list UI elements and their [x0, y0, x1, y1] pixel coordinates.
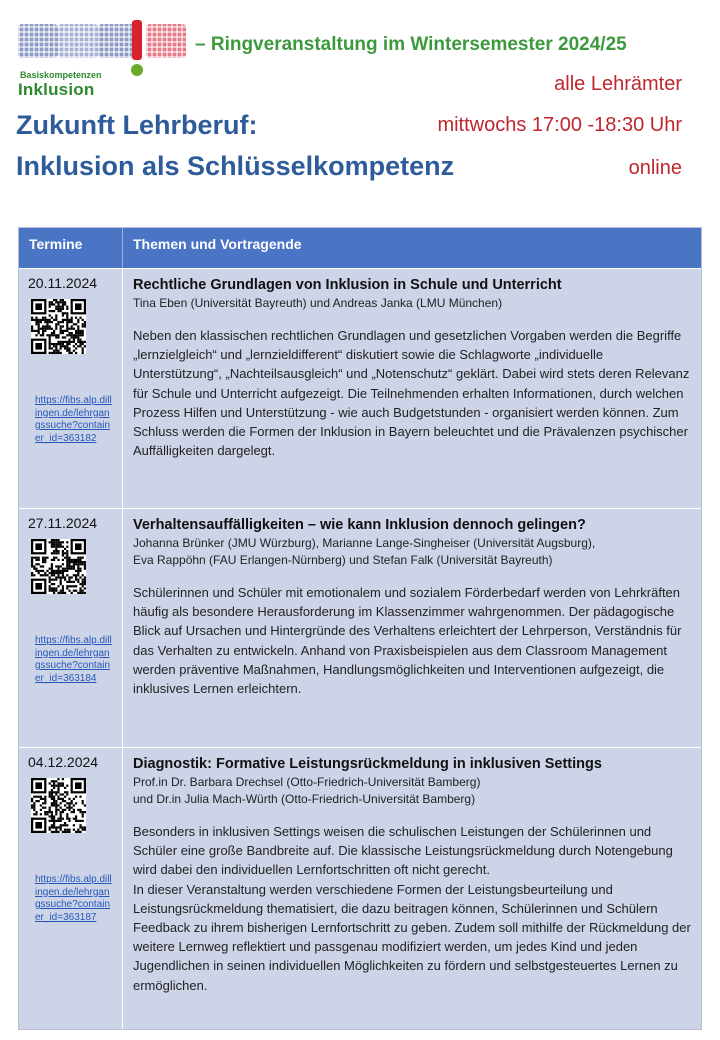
logo-wordmark	[18, 22, 186, 64]
logo-subtitle-inklusion: Inklusion	[18, 80, 95, 99]
description-paragraph: Schülerinnen und Schüler mit emotionalem und sozialem Förderbedarf werden von Lehrkräften häufig als besondere Herausforderung im Klassenzimmer wahrgenommen. Der pädagogische Blick auf Ursachen und Hintergründe des Verhaltens erleichtert der Lehrperson, Verständnis für das Verhalten zu entwickeln. Anhand von Praxisbeispielen aus dem Classroom Management werden präventive Maßnahmen, Handlungsmöglichkeiten und Interventionen aufgezeigt, die inklusives Lernen erleichtern.	[133, 585, 682, 697]
description-paragraph: Besonders in inklusiven Settings weisen die schulischen Leistungen der Schülerinnen und Schüler eine große Bandbreite auf. Die klassische Leistungsrückmeldung durch Notengebung wird dabei den individuellen Lernfortschritten oft nicht gerecht.	[133, 824, 673, 878]
speaker-line: Prof.in Dr. Barbara Drechsel (Otto-Friedrich-Universität Bamberg)	[133, 775, 481, 789]
event-date: 04.12.2024	[28, 754, 99, 770]
date-cell	[19, 269, 123, 508]
qr-code-icon[interactable]	[31, 299, 86, 354]
table-header	[19, 228, 701, 268]
table-row	[19, 508, 701, 747]
series-title: – Ringveranstaltung im Wintersemester 2024/25	[195, 34, 627, 55]
logo-subtitle: Basiskompetenzen	[20, 70, 102, 80]
talk-title: Rechtliche Grundlagen von Inklusion in Schule und Unterricht	[133, 277, 562, 293]
speakers	[133, 774, 691, 808]
registration-link[interactable]: https://fibs.alp.dillingen.de/lehrgangssuche?container_id=363184	[35, 635, 112, 684]
event-date: 20.11.2024	[28, 275, 98, 291]
page-title-line1: Zukunft Lehrberuf:	[16, 110, 258, 140]
speakers	[133, 535, 691, 569]
speaker-line: und Dr.in Julia Mach-Würth (Otto-Friedrich-Universität Bamberg)	[133, 792, 476, 806]
header-termine: Termine	[19, 228, 123, 268]
date-cell	[19, 748, 123, 1029]
date-cell	[19, 509, 123, 747]
description-paragraph: Neben den klassischen rechtlichen Grundlagen und gesetzlichen Vorgaben werden die Begriffe „lernzielgleich“ und „lernzieldifferent“ diskutiert sowie die Schlagworte „individuelle Unterstützung“, „Nachteilsausgleich“ und „Notenschutz“ geklärt. Dabei wird stets deren Relevanz für Schule und Unterricht aufgezeigt. Die Teilnehmenden erhalten Informationen, durch welchen Prozess Hilfen und Unterstützung - wie auch Budgetstunden - organisiert werden können. Zum Schluss werden die Formen der Inklusion in Bayern beleuchtet und die Prävalenzen psychischer Auffälligkeiten dargelegt.	[133, 328, 690, 459]
registration-link[interactable]: https://fibs.alp.dillingen.de/lehrgangssuche?container_id=363187	[35, 874, 112, 923]
table-row	[19, 747, 701, 1029]
speakers	[133, 295, 691, 312]
audience-label: alle Lehrämter	[554, 73, 682, 95]
description-paragraph: In dieser Veranstaltung werden verschiedene Formen der Leistungsbeurteilung und Leistungsrückmeldung thematisiert, die dazu beitragen können, Schülerinnen und Schülern Feedback zu ihrem bisherigen Lernfortschritt zu geben. Zudem soll mithilfe der Rückmeldung der weitere Lernweg reflektiert und passgenau modifiziert werden, um jedes Kind und jeden Jugendlichen in seinen individuellen Möglichkeiten zu fördern und selbstgesteuertes Lernen zu ermöglichen.	[133, 881, 691, 993]
basis-logo	[18, 22, 186, 100]
page-title-line2: Inklusion als Schlüsselkompetenz	[16, 151, 455, 181]
registration-link[interactable]: https://fibs.alp.dillingen.de/lehrgangssuche?container_id=363182	[35, 395, 112, 444]
logo-letter-s-red	[146, 24, 186, 58]
logo-letter-a	[58, 24, 98, 58]
talk-description	[133, 822, 691, 995]
schedule-label: mittwochs 17:00 -18:30 Uhr	[437, 114, 682, 136]
schedule-table	[18, 227, 702, 1030]
event-date: 27.11.2024	[28, 515, 98, 531]
talk-description	[133, 583, 691, 698]
speaker-line: Johanna Brünker (JMU Würzburg), Marianne Lange-Singheiser (Universität Augsburg),	[133, 536, 596, 550]
talk-title: Verhaltensauffälligkeiten – wie kann Inklusion dennoch gelingen?	[133, 517, 586, 533]
header-themen: Themen und Vortragende	[133, 236, 302, 252]
speaker-line: Eva Rappöhn (FAU Erlangen-Nürnberg) und Stefan Falk (Universität Bayreuth)	[133, 553, 553, 567]
qr-code-icon[interactable]	[31, 778, 86, 833]
topic-cell	[123, 748, 701, 1029]
talk-description	[133, 326, 691, 460]
table-row	[19, 268, 701, 508]
talk-title: Diagnostik: Formative Leistungsrückmeldung in inklusiven Settings	[133, 756, 602, 772]
speaker-line: Tina Eben (Universität Bayreuth) und Andreas Janka (LMU München)	[133, 296, 503, 310]
topic-cell	[123, 509, 701, 747]
format-label: online	[628, 157, 682, 179]
qr-code-icon[interactable]	[31, 539, 86, 594]
logo-exclamation-icon	[130, 20, 144, 80]
topic-cell	[123, 269, 701, 508]
logo-letter-b	[18, 24, 58, 58]
